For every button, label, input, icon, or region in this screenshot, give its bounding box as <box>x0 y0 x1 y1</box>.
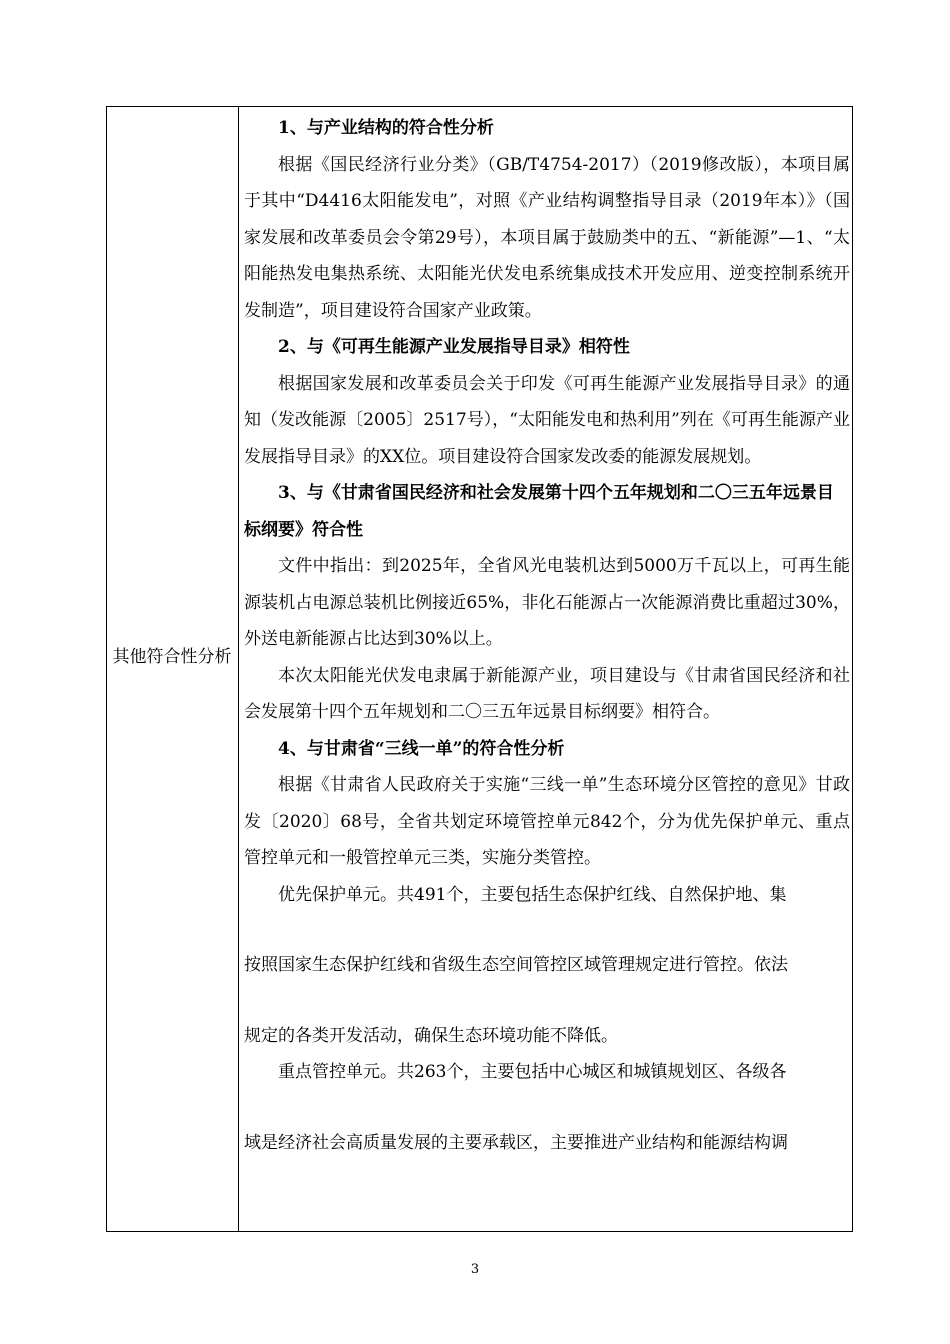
section-4-paragraph-6: 域是经济社会高质量发展的主要承载区，主要推进产业结构和能源结构调 <box>244 1132 788 1153</box>
section-4-heading: 4、与甘肃省“三线一单”的符合性分析 <box>278 738 565 759</box>
spacer <box>244 984 850 1018</box>
section-2-heading: 2、与《可再生能源产业发展指导目录》相符性 <box>278 337 630 357</box>
section-4-paragraph-1: 根据《甘肃省人民政府关于实施“三线一单”生态环境分区管控的意见》甘政发〔2020〕68号，全省共划定环境管控单元842个，分为优先保护单元、重点管控单元和一般管控单元三类，实施分类管控。 <box>244 775 850 868</box>
row-label: 其他符合性分析 <box>112 647 232 667</box>
section-3-heading: 3、与《甘肃省国民经济和社会发展第十四个五年规划和二〇三五年远景目标纲要》符合性 <box>244 483 834 540</box>
section-4-paragraph-4: 规定的各类开发活动，确保生态环境功能不降低。 <box>244 1025 618 1046</box>
spacer <box>244 1091 850 1125</box>
spacer <box>244 913 850 947</box>
section-4-paragraph-3: 按照国家生态保护红线和省级生态空间管控区域管理规定进行管控。依法 <box>244 955 788 975</box>
section-1-paragraph: 根据《国民经济行业分类》（GB/T4754-2017）（2019修改版），本项目属于其中“D4416太阳能发电”，对照《产业结构调整指导目录（2019年本）》（国家发展和改革委员会令第29号），本项目属于鼓励类中的五、“新能源”—1、“太阳能热发电集热系统、太阳能光伏发电系统集成技术开发应用、逆变控制系统开发制造”，项目建设符合国家产业政策。 <box>244 154 850 321</box>
section-1-heading: 1、与产业结构的符合性分析 <box>278 118 494 138</box>
section-3-paragraph-2: 本次太阳能光伏发电隶属于新能源产业，项目建设与《甘肃省国民经济和社会发展第十四个五年规划和二〇三五年远景目标纲要》相符合。 <box>244 665 850 722</box>
section-4-paragraph-2: 优先保护单元。共491个，主要包括生态保护红线、自然保护地、集 <box>278 884 787 905</box>
section-4-paragraph-5: 重点管控单元。共263个，主要包括中心城区和城镇规划区、各级各 <box>278 1062 787 1082</box>
section-3-paragraph-1: 文件中指出：到2025年，全省风光电装机达到5000万千瓦以上，可再生能源装机占电源总装机比例接近65%，非化石能源占一次能源消费比重超过30%，外送电新能源占比达到30%以上。 <box>244 556 850 649</box>
section-2-paragraph: 根据国家发展和改革委员会关于印发《可再生能源产业发展指导目录》的通知（发改能源〔2005〕2517号），“太阳能发电和热利用”列在《可再生能源产业发展指导目录》的XX位。项目建设符合国家发改委的能源发展规划。 <box>244 373 850 467</box>
analysis-content <box>244 110 850 1161</box>
page-number: 3 <box>470 1262 480 1277</box>
column-divider <box>238 106 239 1232</box>
